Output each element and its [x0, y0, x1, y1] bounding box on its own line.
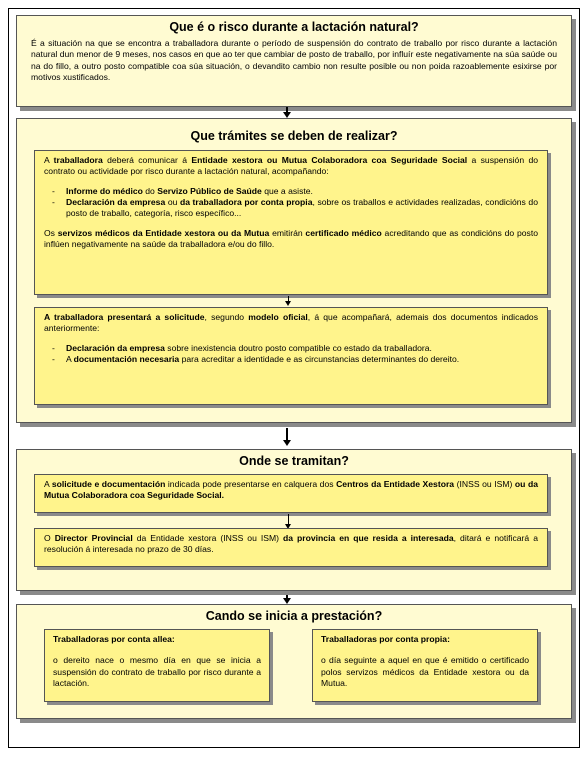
medical-certificate-note: Os servizos médicos da Entidade xestora ou da Mutua emitirán certificado médico acreditando que as condicións do posto inflúen negativamente na saúde da traballadora e/ou do fillo. [44, 227, 539, 250]
step-intro: A traballadora presentará a solicitude, segundo modelo oficial, á que acompañará, ademais dos documentos indicados anteriormente: [44, 312, 539, 334]
step-intro: A traballadora deberá comunicar á Entidade xestora ou Mutua Colaboradora coa Seguridade Social a suspensión do contrato ou actividade por risco durante a lactación natural, acompañando: [44, 155, 538, 177]
resolution-text: O Director Provincial da Entidade xestora (INSS ou ISM) da provincia en que resida a interesada, ditará e notificará a resolución á interesada no prazo de 30 días. [44, 533, 538, 555]
list-item: - A documentación necesaria para acreditar a identidade e as circunstancias determinantes do dereito. [44, 354, 538, 365]
list-item: - Declaración da empresa ou da traballadora por conta propia, sobre os traballos e actividades realizadas, condicións do posto de traballo, categoría, risco específico... [44, 197, 538, 220]
definition-text: É a situación na que se encontra a traballadora durante o período de suspensión do contrato de traballo por risco durante a lactación natural dun menor de 9 meses, nos casos en que ao ter que cambiar de posto de traballo, por influír este negativamente na súa saúde ou na do fillo, a outro posto compatible coa súa situación, o devandito cambio non resulte posible ou non poida razoablemente esixirse por motivos xustificados. [31, 38, 557, 83]
procedure-step-communicate [34, 150, 548, 295]
section-title: Que é o risco durante a lactación natural? [169, 20, 419, 34]
card-heading: Traballadoras por conta allea: [53, 634, 175, 644]
where-step-submission [34, 474, 548, 513]
section-where-to-apply [16, 449, 572, 591]
card-text: o día seguinte a aquel en que é emitido o certificado polos servizos médicos da Entidade xestora ou da Mutua. [321, 655, 529, 689]
procedure-step-application [34, 307, 548, 405]
list-item: - Informe do médico do Servizo Público de Saúde que a asiste. [44, 186, 538, 197]
section-title: Onde se tramitan? [239, 454, 349, 468]
additional-documents-list [44, 343, 538, 366]
list-item: - Declaración da empresa sobre inexistencia doutro posto compatible co estado da traballadora. [44, 343, 538, 354]
submission-text: A solicitude e documentación indicada pode presentarse en calquera dos Centros da Entidade Xestora (INSS ou ISM) ou da Mutua Colaboradora coa Seguridade Social. [44, 479, 539, 501]
section-title: Que trámites se deben de realizar? [190, 129, 398, 143]
employed-workers-card [44, 629, 270, 702]
self-employed-workers-card [312, 629, 538, 702]
card-heading: Traballadoras por conta propia: [321, 634, 450, 644]
where-step-resolution [34, 528, 548, 567]
section-title: Cando se inicia a prestación? [205, 609, 383, 623]
section-risk-definition [16, 15, 572, 107]
card-text: o dereito nace o mesmo día en que se inicia a suspensión do contrato de traballo por risco durante a lactación. [53, 655, 261, 689]
required-documents-list [44, 186, 538, 220]
